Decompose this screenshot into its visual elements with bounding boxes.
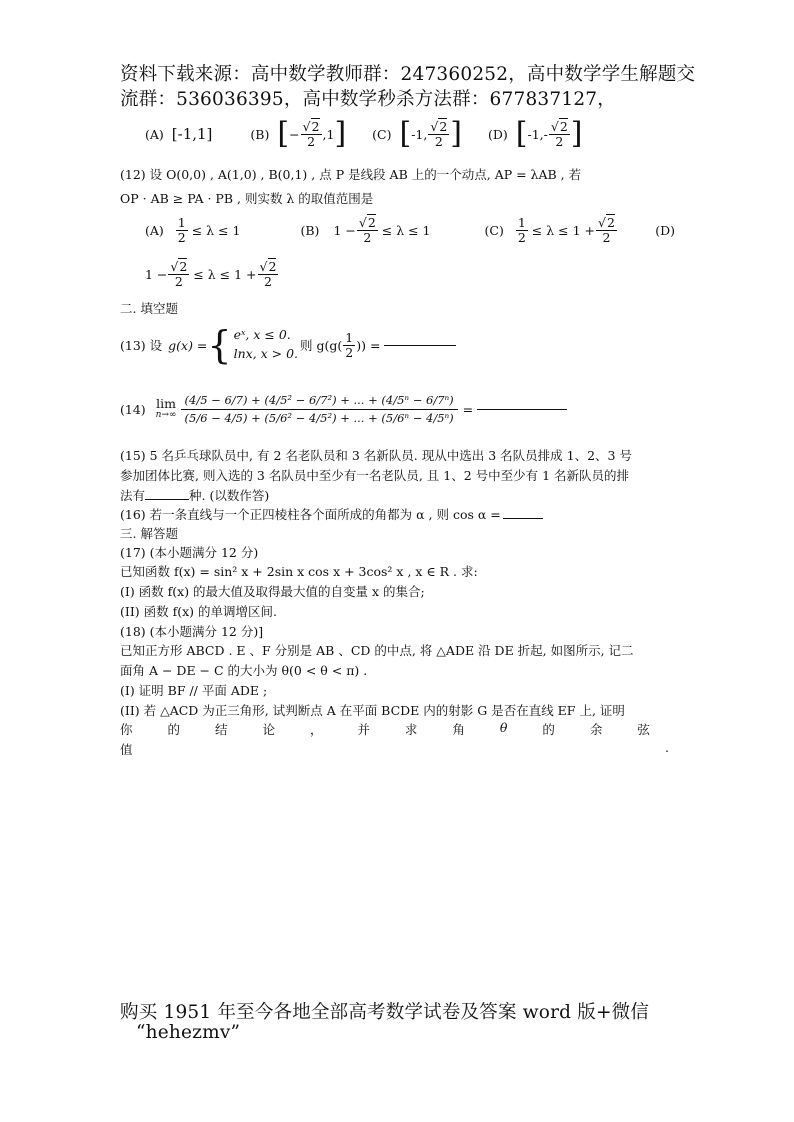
q11-c-label: (C) (372, 126, 392, 142)
q13-frac: $\frac{1}{2}$ (345, 330, 354, 360)
q16: (16) 若一条直线与一个正四棱柱各个面所成的角都为 α , 则 cos α = (120, 505, 543, 523)
q13: (13) 设 g(x) = { eˣ, x ≤ 0. lnx, x > 0. 则 g(g( $\frac{1}{2}$ )) = (120, 322, 456, 368)
q12-a-frac: $\frac{1}{2}$ (177, 215, 186, 245)
q12-d-label: (D) (655, 222, 675, 238)
q12-b-head: 1 − (333, 222, 356, 238)
q11-b-label: (B) (250, 126, 270, 142)
q13-cases (234, 326, 298, 364)
q14-main-frac (181, 392, 458, 425)
q13-answer-blank (384, 345, 456, 346)
q12-d-head: 1 − (145, 266, 168, 282)
header-line-1: 资料下载来源：高中数学教师群：247360252，高中数学学生解题交 (120, 64, 696, 85)
header-line-2: 流群：536036395，高中数学秒杀方法群：677837127， (120, 89, 616, 110)
q17-stem: 已知函数 f(x) = sin² x + 2sin x cos x + 3cos² x , x ∈ R . 求: (120, 564, 478, 579)
footer-line-2: “hehezmv” (136, 1022, 241, 1043)
q12-c-frac-2: $\frac{√2}{2}$ (598, 215, 615, 245)
q14-answer-blank (477, 409, 567, 410)
q11-b-tail: ,1 (322, 126, 335, 142)
q11-c-frac: $\frac{√2}{2}$ (430, 119, 448, 149)
q12-d-mid: ≤ λ ≤ 1 + (193, 266, 257, 282)
q12-d-row (145, 254, 279, 294)
q13-ask-tail: )) = (356, 337, 381, 353)
q15-line-3: 法有 种. (以数作答) (120, 488, 270, 503)
q18-stem-1: 已知正方形 ABCD . E 、F 分别是 AB 、CD 的中点, 将 △ADE 沿 DE 折起, 如图所示, 记二 (120, 643, 634, 658)
q12-b-frac: $\frac{√2}{2}$ (358, 215, 376, 245)
q12-line-1: (12) 设 O(0,0) , A(1,0) , B(0,1) , 点 P 是线段 AB 上的一个动点, AP = λAB , 若 (120, 167, 582, 182)
q12-b-tail: ≤ λ ≤ 1 (381, 222, 431, 238)
q13-function: g(x) = (168, 337, 208, 353)
q11-c-head: -1, (411, 126, 428, 142)
q14-label: (14) (120, 401, 146, 417)
q17-part-1: (I) 函数 f(x) 的最大值及取得最大值的自变量 x 的集合; (120, 584, 425, 599)
q14-equals: = (462, 401, 474, 417)
q11-a-label: (A) (145, 126, 164, 142)
q13-case-1: eˣ, x ≤ 0. (233, 327, 291, 343)
q13-label: (13) 设 (120, 338, 163, 353)
q18-stem-2: 面角 A − DE − C 的大小为 θ(0 < θ < π) . (120, 663, 368, 678)
q17-title: (17) (本小题满分 12 分) (120, 545, 259, 560)
q12-line-2: OP · AB ≥ PA · PB , 则实数 λ 的取值范围是 (120, 191, 374, 206)
q11-options: (A) [-1,1] (B) [ − $\frac{√2}{2}$ ,1 ] (C) [ -1, $\frac{√2}{2}$ ] (D) [ -1,- $\frac{√2}{2}$ ] (145, 116, 583, 151)
q12-c-frac: $\frac{1}{2}$ (517, 215, 526, 245)
q16-answer-blank (503, 518, 543, 519)
q11-d-frac: $\frac{√2}{2}$ (550, 119, 568, 149)
q18-part-2-last: 值 (120, 742, 133, 757)
section-2-title: 二. 填空题 (120, 301, 178, 316)
q12-options-row (145, 210, 675, 250)
q13-case-2: lnx, x > 0. (233, 346, 299, 361)
q12-d-frac-2: $\frac{√2}{2}$ (259, 259, 277, 289)
q15-line-1: (15) 5 名乒乓球队员中, 有 2 名老队员和 3 名新队员. 现从中选出 3 名队员排成 1、2、3 号 (120, 448, 632, 463)
q12-b-label: (B) (300, 222, 320, 238)
footer-line-1: 购买 1951 年至今各地全部高考数学试卷及答案 word 版+微信 (120, 1002, 650, 1023)
q11-d-head: -1,- (527, 126, 548, 142)
q12-a-label: (A) (145, 222, 164, 238)
q12-a-tail: ≤ λ ≤ 1 (191, 222, 241, 238)
q15-answer-blank (145, 499, 189, 500)
q14-numerator: (4/5 − 6/7) + (4/5² − 6/7²) + ... + (4/5ⁿ − 6/7ⁿ) (181, 392, 458, 409)
section-3-title: 三. 解答题 (120, 526, 178, 541)
q14-denominator: (5/6 − 4/5) + (5/6² − 4/5²) + ... + (5/6ⁿ − 4/5ⁿ) (184, 410, 454, 425)
q12-d-frac: $\frac{√2}{2}$ (170, 259, 188, 289)
q11-d-label: (D) (488, 126, 508, 142)
q15-line-2: 参加团体比赛, 则入选的 3 名队员中至少有一名老队员, 且 1、2 号中至少有 1 名新队员的排 (120, 468, 630, 483)
q14-limit: lim n→∞ (155, 396, 177, 420)
q11-b-frac: $\frac{√2}{2}$ (302, 119, 320, 149)
q12-c-label: (C) (484, 222, 504, 238)
q13-ask: 则 g(g( (300, 338, 343, 353)
q18-part-2-justified: 你 的 结 论 ， 并 求 角 θ 的 余 弦 (120, 720, 650, 737)
q12-c-mid: ≤ λ ≤ 1 + (531, 222, 595, 238)
q18-title: (18) (本小题满分 12 分)] (120, 624, 264, 639)
q18-part-1: (I) 证明 BF // 平面 ADE ; (120, 683, 268, 698)
q18-part-2: (II) 若 △ACD 为正三角形, 试判断点 A 在平面 BCDE 内的射影 G 是否在直线 EF 上, 证明 (120, 703, 625, 718)
q11-a-text: [-1,1] (171, 125, 213, 143)
q18-part-2-dot: . (665, 740, 669, 755)
q14 (120, 376, 567, 442)
q17-part-2: (II) 函数 f(x) 的单调增区间. (120, 604, 277, 619)
